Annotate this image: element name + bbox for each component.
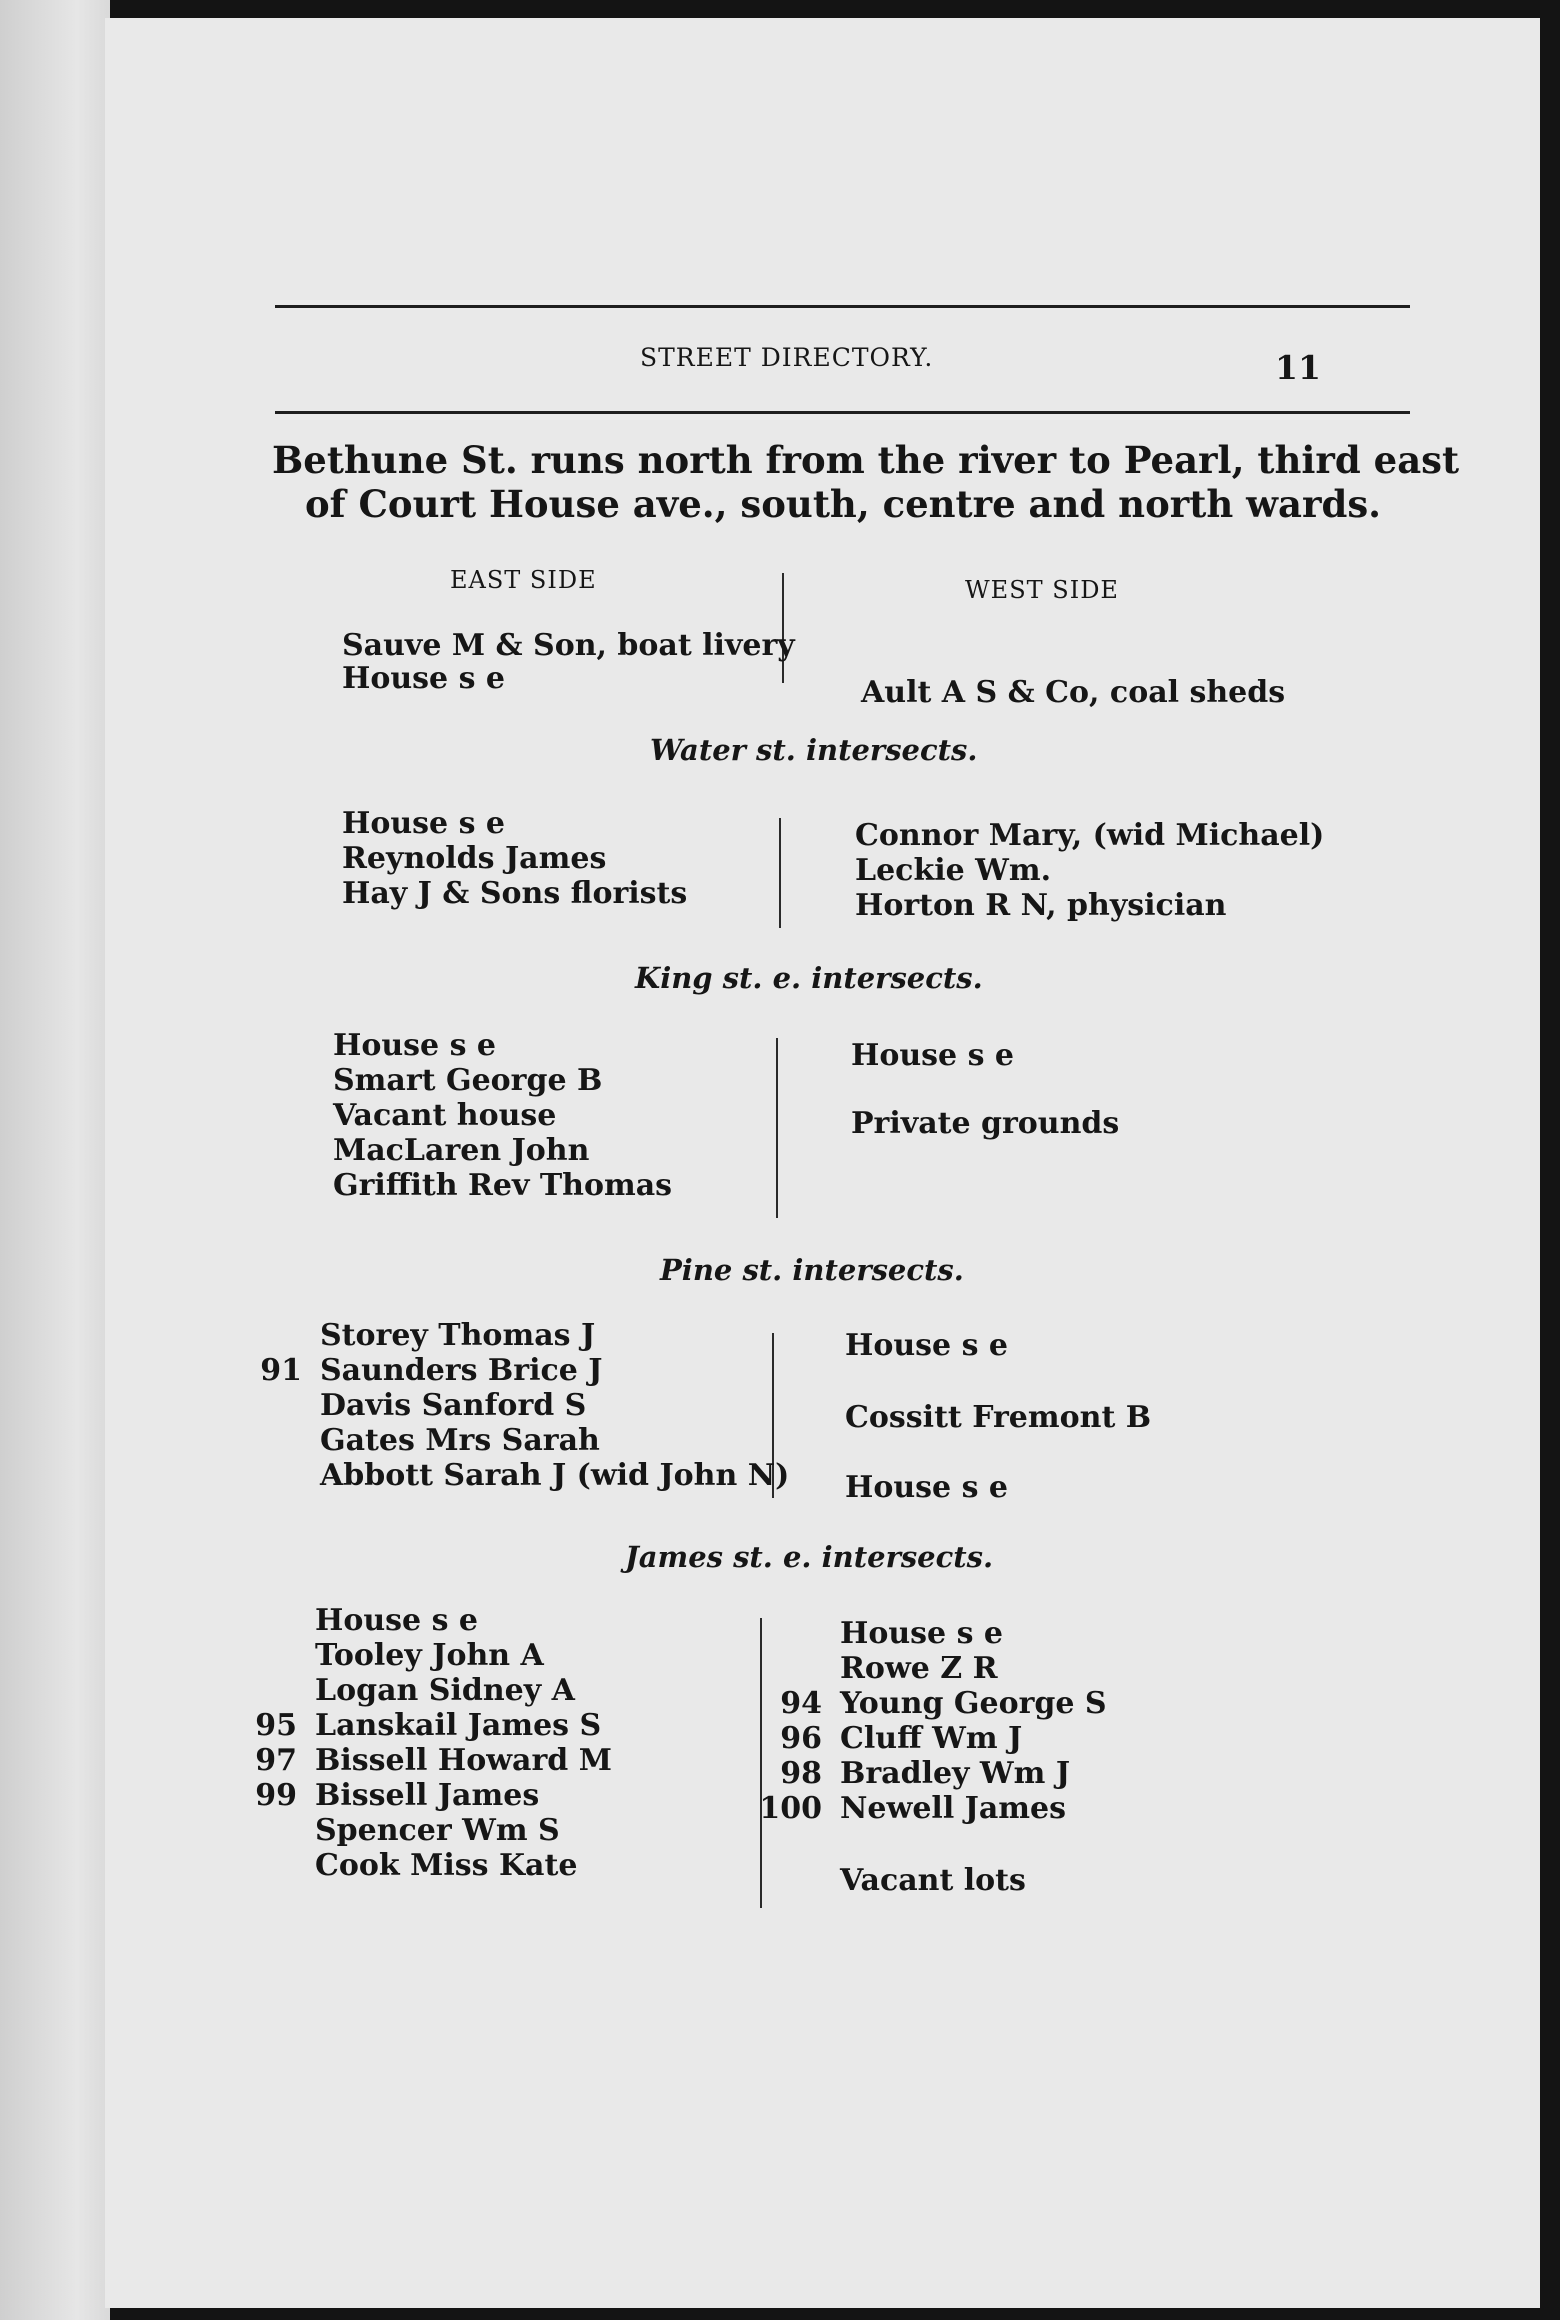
intersection-note: King st. e. intersects. [635,961,983,995]
entry: House s e [333,1028,497,1063]
entry: Saunders Brice J [320,1353,603,1388]
house-number: 94 [780,1686,822,1721]
page-number: 11 [1275,348,1321,387]
entry: House s e [840,1616,1004,1651]
intersection-note: James st. e. intersects. [625,1540,994,1574]
entry: House s e [315,1603,479,1638]
directory-page [105,18,1540,2308]
entry: Spencer Wm S [315,1813,560,1848]
entry: Sauve M & Son, boat livery [342,628,795,663]
entry: Private grounds [851,1106,1120,1141]
entry: Cluff Wm J [840,1721,1023,1756]
column-divider [776,1038,778,1218]
street-heading-line2: of Court House ave., south, centre and north wards. [305,482,1382,526]
entry: Cook Miss Kate [315,1848,578,1883]
bottom-rule [275,411,1410,414]
entry: Ault A S & Co, coal sheds [861,675,1286,710]
entry: Abbott Sarah J (wid John N) [320,1458,790,1493]
top-rule [275,305,1410,308]
entry: House s e [342,661,506,696]
entry: Rowe Z R [840,1651,998,1686]
house-number: 91 [260,1353,302,1388]
entry: House s e [342,806,506,841]
entry: Gates Mrs Sarah [320,1423,600,1458]
entry: House s e [851,1038,1015,1073]
east-side-heading: EAST SIDE [450,566,597,594]
entry: Bissell Howard M [315,1743,612,1778]
entry: Logan Sidney A [315,1673,575,1708]
intersection-note: Water st. intersects. [650,733,978,767]
entry: Davis Sanford S [320,1388,587,1423]
entry: Bissell James [315,1778,540,1813]
entry: Leckie Wm. [855,853,1052,888]
entry: Vacant house [333,1098,557,1133]
column-divider [779,818,781,928]
house-number: 97 [255,1743,297,1778]
entry: Vacant lots [840,1863,1026,1898]
entry: House s e [845,1470,1009,1505]
house-number: 96 [780,1721,822,1756]
entry: Connor Mary, (wid Michael) [855,818,1325,853]
entry: Tooley John A [315,1638,544,1673]
intersection-note: Pine st. intersects. [660,1253,964,1287]
entry: Griffith Rev Thomas [333,1168,673,1203]
entry: Hay J & Sons florists [342,876,688,911]
entry: House s e [845,1328,1009,1363]
entry: Reynolds James [342,841,607,876]
house-number: 98 [780,1756,822,1791]
entry: Horton R N, physician [855,888,1227,923]
facing-page-edge [0,0,110,2320]
entry: Cossitt Fremont B [845,1400,1152,1435]
entry: Bradley Wm J [840,1756,1071,1791]
west-side-heading: WEST SIDE [965,576,1119,604]
entry: Smart George B [333,1063,603,1098]
running-head: STREET DIRECTORY. [640,343,934,372]
entry: Lanskail James S [315,1708,602,1743]
house-number: 99 [255,1778,297,1813]
house-number: 95 [255,1708,297,1743]
entry: Young George S [840,1686,1107,1721]
house-number: 100 [759,1791,822,1826]
entry: Newell James [840,1791,1067,1826]
street-heading-line1: Bethune St. runs north from the river to Pearl, third east [272,438,1460,482]
entry: MacLaren John [333,1133,590,1168]
entry: Storey Thomas J [320,1318,596,1353]
